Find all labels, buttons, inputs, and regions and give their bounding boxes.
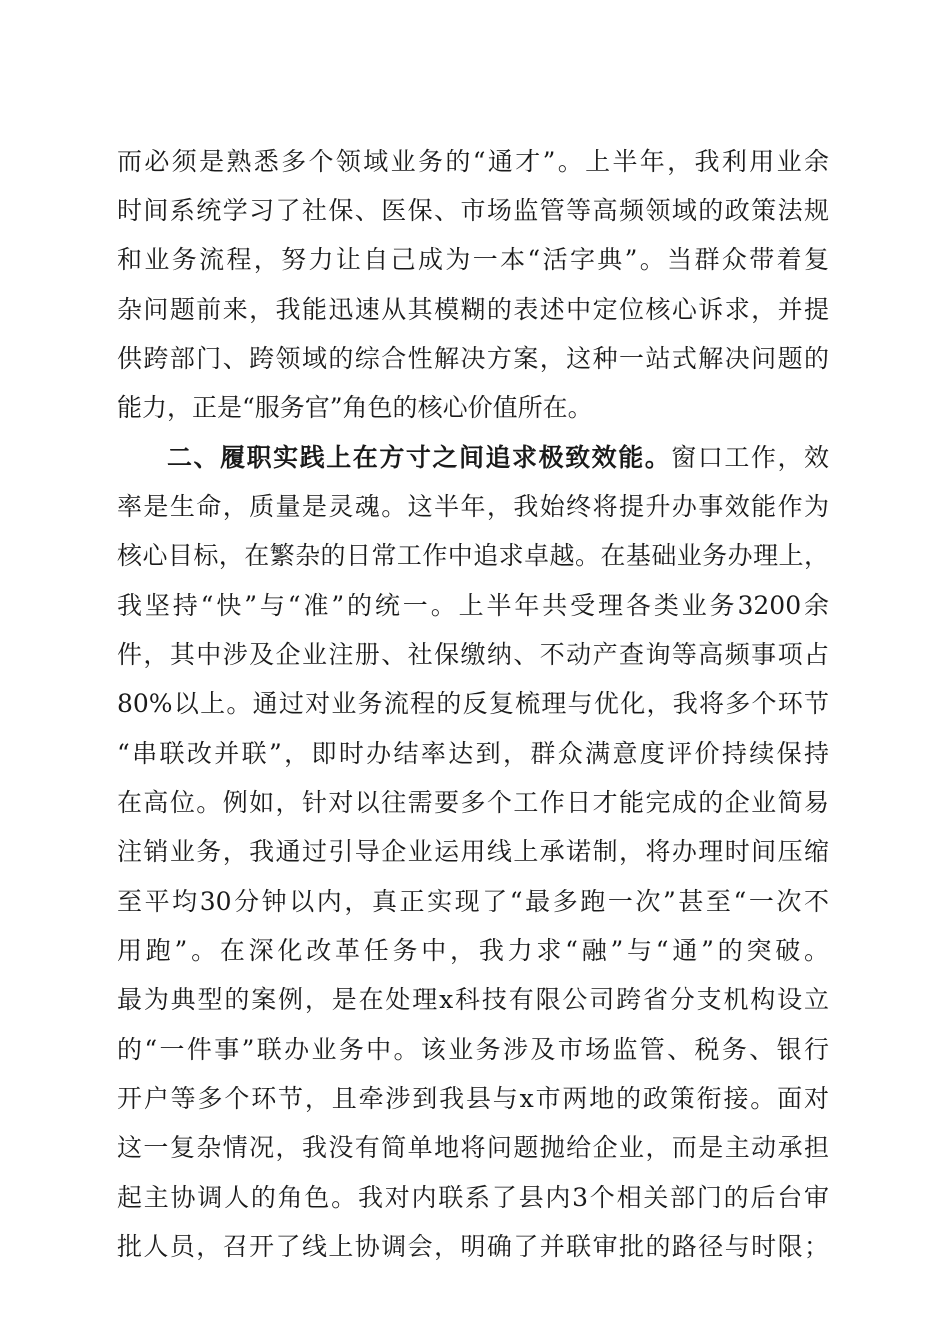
- text-line: 起主协调人的角色。我对内联系了县内3个相关部门的后台审: [117, 1183, 829, 1212]
- text-line: 供跨部门、跨领域的综合性解决方案，这种一站式解决问题的: [117, 344, 829, 373]
- text-line: 用跑”。在深化改革任务中，我力求“融”与“通”的突破。: [117, 936, 829, 965]
- text-line: 核心目标，在繁杂的日常工作中追求卓越。在基础业务办理上，: [117, 541, 829, 570]
- text-line: 开户等多个环节，且牵涉到我县与x市两地的政策衔接。面对: [117, 1084, 829, 1113]
- text-line: 和业务流程，努力让自己成为一本“活字典”。当群众带着复: [117, 245, 829, 274]
- text-line: 批人员，召开了线上协调会，明确了并联审批的路径与时限；: [117, 1232, 829, 1261]
- text-line: 件，其中涉及企业注册、社保缴纳、不动产查询等高频事项占: [117, 640, 829, 669]
- text-line: 率是生命，质量是灵魂。这半年，我始终将提升办事效能作为: [117, 492, 829, 521]
- text-line: 而必须是熟悉多个领域业务的“通才”。上半年，我利用业余: [117, 147, 829, 176]
- text-line: 杂问题前来，我能迅速从其模糊的表述中定位核心诉求，并提: [117, 295, 829, 324]
- text-line: 时间系统学习了社保、医保、市场监管等高频领域的政策法规: [117, 196, 829, 225]
- text-line: 最为典型的案例，是在处理x科技有限公司跨省分支机构设立: [117, 985, 829, 1014]
- text-line: 至平均30分钟以内，真正实现了“最多跑一次”甚至“一次不: [117, 887, 829, 916]
- section-heading-line: [167, 441, 829, 475]
- text-line: 能力，正是“服务官”角色的核心价值所在。: [117, 393, 593, 422]
- text-line: “串联改并联”，即时办结率达到，群众满意度评价持续保持: [117, 739, 829, 768]
- section-text-start: 窗口工作，效: [671, 443, 829, 472]
- text-line: 在高位。例如，针对以往需要多个工作日才能完成的企业简易: [117, 788, 829, 817]
- text-line: 的“一件事”联办业务中。该业务涉及市场监管、税务、银行: [117, 1035, 829, 1064]
- text-line: 我坚持“快”与“准”的统一。上半年共受理各类业务3200余: [117, 591, 829, 620]
- text-line: 80%以上。通过对业务流程的反复梳理与优化，我将多个环节: [117, 689, 829, 718]
- text-line: 注销业务，我通过引导企业运用线上承诺制，将办理时间压缩: [117, 837, 829, 866]
- section-heading: 二、履职实践上在方寸之间追求极致效能。: [167, 443, 672, 472]
- text-line: 这一复杂情况，我没有简单地将问题抛给企业，而是主动承担: [117, 1133, 829, 1162]
